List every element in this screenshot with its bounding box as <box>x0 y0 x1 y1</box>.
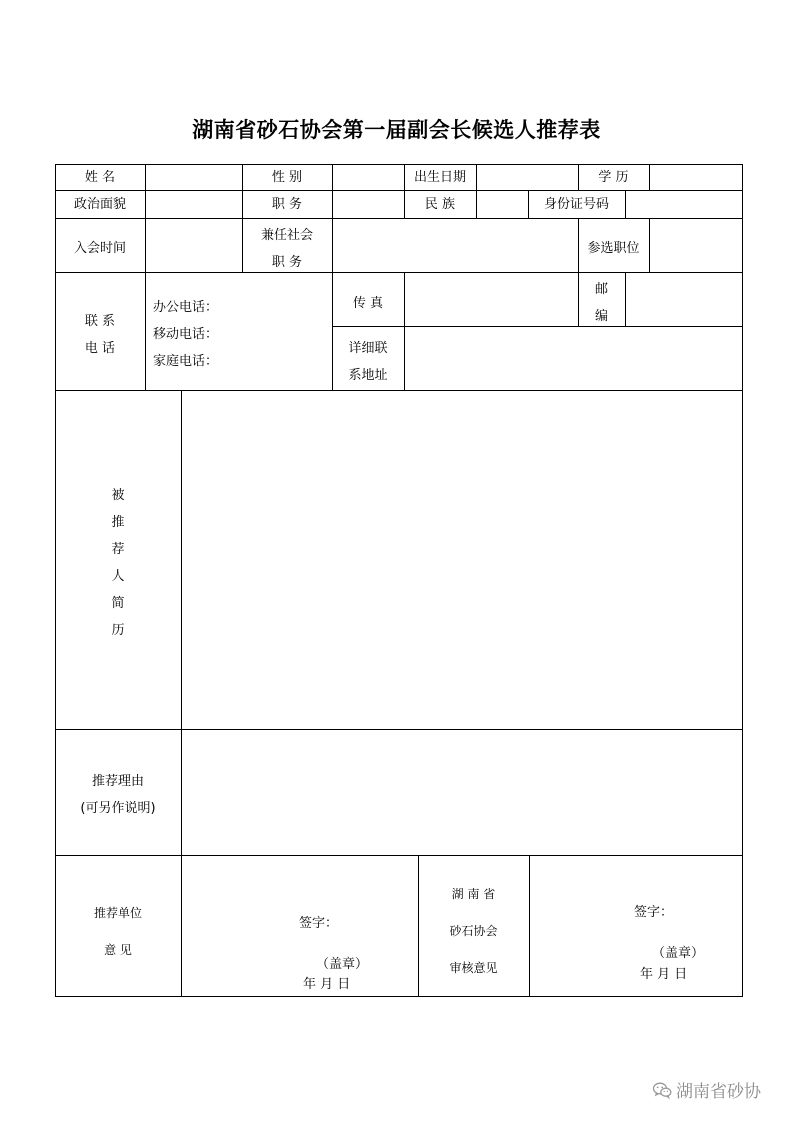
row-divider <box>55 272 743 273</box>
association-signature: 签字： <box>634 905 674 920</box>
col-divider <box>332 164 333 191</box>
label-office-phone: 办公电话： <box>153 300 219 315</box>
col-divider <box>476 164 477 191</box>
col-divider <box>476 190 477 219</box>
label-name: 姓 名 <box>84 170 116 185</box>
label-address: 系地址 <box>348 368 388 383</box>
unit-seal: （盖章） <box>316 957 369 972</box>
label-gender: 性 别 <box>271 170 303 185</box>
label-social-positions: 职 务 <box>271 255 303 270</box>
row-divider <box>55 218 743 219</box>
label-fax: 传 真 <box>352 296 384 311</box>
association-date: 年 月 日 <box>640 967 688 982</box>
table-border-right <box>742 164 743 997</box>
row-divider <box>55 729 743 730</box>
label-contact-phone: 联 系 <box>84 314 116 329</box>
col-divider <box>332 218 333 273</box>
table-border-top <box>55 164 743 165</box>
col-divider <box>404 272 405 391</box>
label-home-phone: 家庭电话： <box>153 354 219 369</box>
label-unit-opinion: 推荐单位 <box>93 906 142 920</box>
label-political-status: 政治面貌 <box>73 197 126 212</box>
wechat-icon <box>652 1081 672 1099</box>
row-divider <box>55 190 743 191</box>
label-ethnicity: 民 族 <box>424 197 456 212</box>
label-join-time: 入会时间 <box>73 241 126 256</box>
label-social-positions: 兼任社会 <box>260 228 313 243</box>
label-resume-char: 历 <box>111 623 125 638</box>
col-divider <box>332 190 333 219</box>
label-resume-char: 人 <box>111 569 125 584</box>
label-education: 学 历 <box>598 170 629 185</box>
label-birth-date: 出生日期 <box>413 170 466 185</box>
label-postcode: 编 <box>594 309 608 324</box>
col-divider <box>625 272 626 327</box>
unit-date: 年 月 日 <box>303 977 351 992</box>
label-resume-char: 荐 <box>111 542 125 557</box>
col-divider <box>625 190 626 219</box>
label-association-review: 砂石协会 <box>449 924 498 938</box>
watermark-text: 湖南省砂协 <box>676 1082 761 1102</box>
row-divider <box>332 326 743 327</box>
col-divider <box>181 390 182 997</box>
row-divider <box>55 390 743 391</box>
label-resume-char: 简 <box>111 596 125 611</box>
label-address: 详细联 <box>348 341 388 356</box>
label-contact-phone: 电 话 <box>84 341 116 356</box>
watermark <box>652 1077 761 1102</box>
col-divider <box>649 218 650 273</box>
label-unit-opinion: 意 见 <box>104 943 132 957</box>
col-divider <box>145 218 146 273</box>
label-association-review: 审核意见 <box>449 961 498 975</box>
label-applied-position: 参选职位 <box>587 241 640 256</box>
col-divider <box>649 164 650 191</box>
col-divider <box>145 272 146 391</box>
association-seal: （盖章） <box>652 946 705 961</box>
label-position: 职 务 <box>271 197 303 212</box>
label-id-number: 身份证号码 <box>543 197 609 212</box>
label-recommend-reason-note: (可另作说明) <box>80 801 156 816</box>
col-divider <box>529 855 530 997</box>
page-title: 湖南省砂石协会第一届副会长候选人推荐表 <box>192 118 601 142</box>
col-divider <box>145 164 146 191</box>
label-mobile-phone: 移动电话： <box>153 327 219 342</box>
label-association-review: 湖 南 省 <box>451 887 496 901</box>
label-postcode: 邮 <box>594 282 608 297</box>
col-divider <box>145 190 146 219</box>
label-resume-char: 被 <box>111 488 125 503</box>
label-resume-char: 推 <box>111 515 125 530</box>
row-divider <box>55 855 743 856</box>
unit-signature: 签字： <box>299 916 339 931</box>
table-border-bottom <box>55 996 743 997</box>
label-recommend-reason: 推荐理由 <box>91 774 144 789</box>
